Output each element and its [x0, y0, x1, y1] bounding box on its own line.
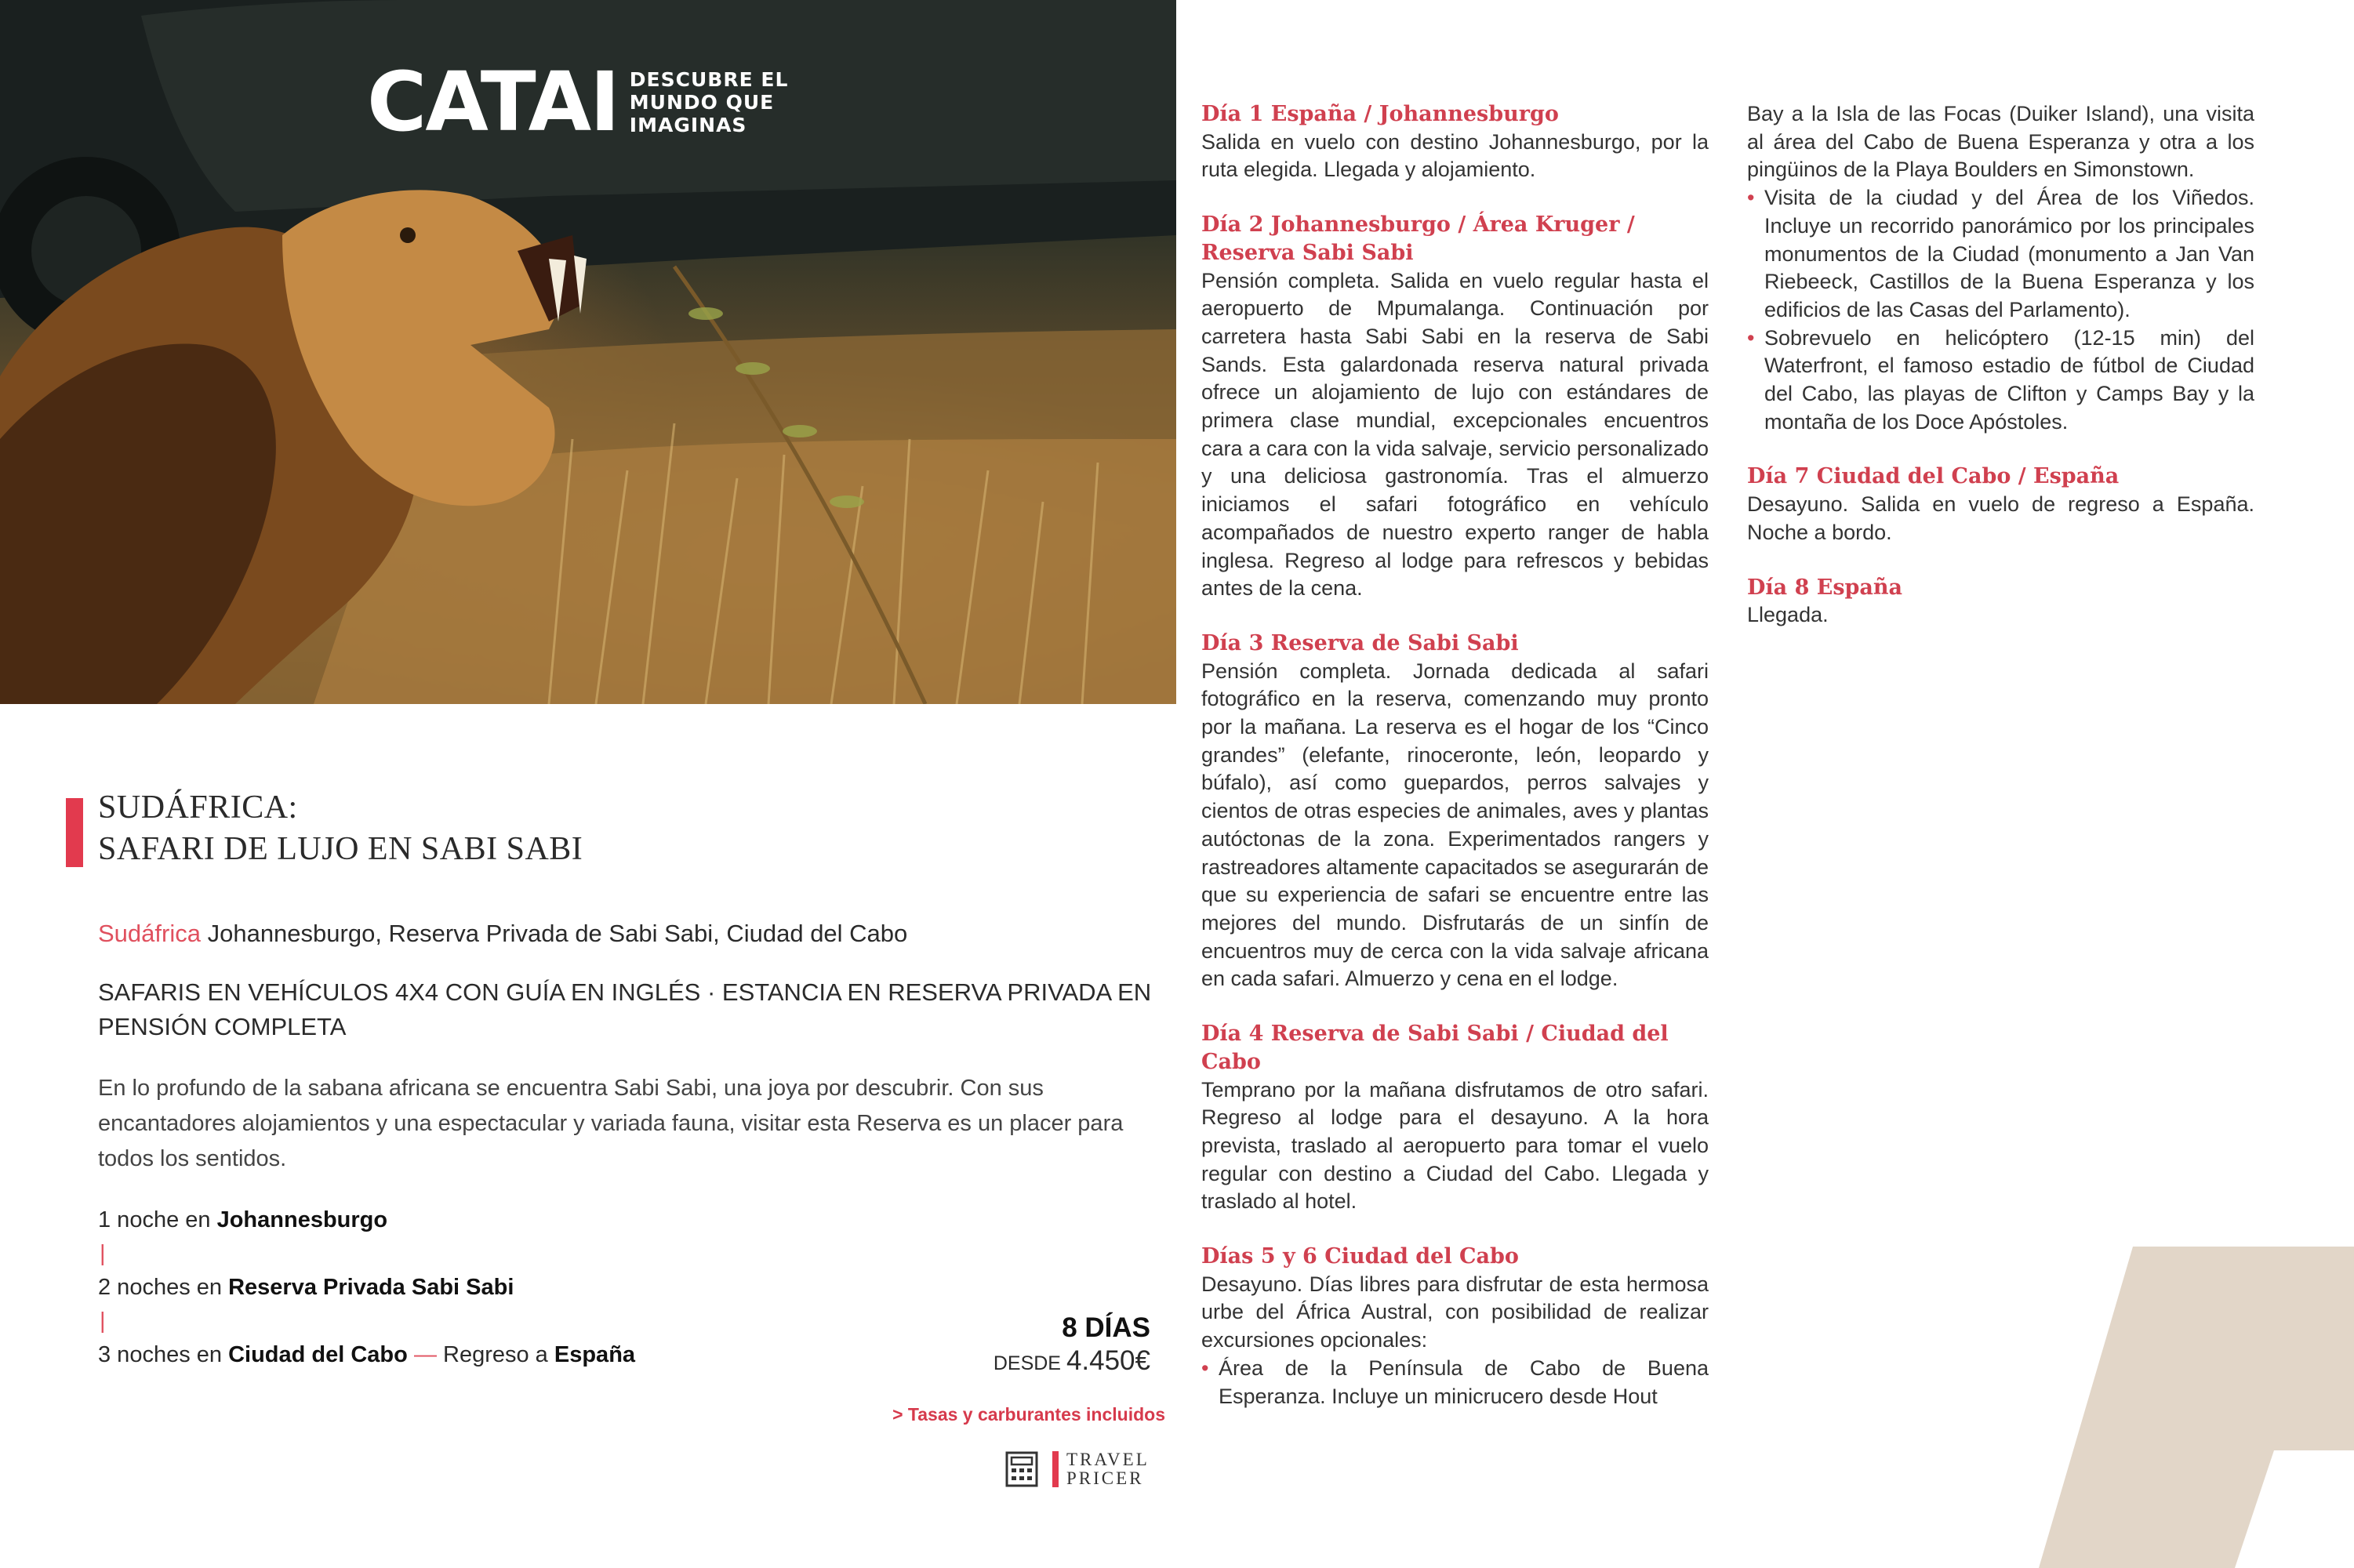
- day-title: Días 5 y 6 Ciudad del Cabo: [1201, 1244, 1519, 1269]
- return-place: España: [554, 1342, 636, 1367]
- itinerary-day-1: [1201, 100, 1709, 184]
- day-text: Temprano por la mañana disfrutamos de otro safari. Regreso al lodge para el desayuno. A la hora prevista, traslado al aeropuerto para tomar el vuelo regular con destino a Ciudad del Cabo. Llegada y traslado al hotel.: [1201, 1077, 1709, 1214]
- day-title: Día 2 Johannesburgo / Área Kruger / Reserva Sabi Sabi: [1201, 212, 1635, 265]
- page-title: [98, 787, 583, 870]
- decorative-shape: [2039, 1247, 2354, 1568]
- itinerary-day-5-6: [1201, 1243, 1709, 1410]
- itinerary-column-1: [1201, 100, 1709, 1437]
- stay-place: Ciudad del Cabo: [228, 1342, 408, 1367]
- day-title: Día 8 España: [1747, 575, 1903, 600]
- itinerary-column-2: [1747, 100, 2254, 656]
- travel-pricer-badge: [1005, 1450, 1150, 1488]
- logo-tagline: [630, 68, 789, 136]
- day-text: Pensión completa. Jornada dedicada al safari fotográfico en la reserva, comenzando muy pronto por la mañana. La reserva es el hogar de los “Cinco grandes” (elefante, rinoceronte, león, leopardo y búfalo), así como guepardos, perros salvajes y cientos de otras especies de animales, aves y plantas autóctonas de la zona. Experimentados rangers y rastreadores altamente capacitados se asegurarán de que su experiencia de safari se encuentre entre las mejores del mundo. Disfrutarás de un sinfín de encuentros muy de cerca con la vida salvaje africana en cada safari. Almuerzo y cena en el lodge.: [1201, 659, 1709, 991]
- calculator-icon: [1005, 1451, 1038, 1487]
- logo-tagline-line: IMAGINAS: [629, 113, 747, 136]
- catai-logo: [367, 54, 789, 150]
- trip-intro: En lo profundo de la sabana africana se encuentra Sabi Sabi, una joya por descubrir. Con sus encantadores alojamientos y una espectacular y variada fauna, visitar esta Reserva es un placer para todos los sentidos.: [98, 1076, 1124, 1171]
- price-box: [994, 1311, 1150, 1379]
- day-text: Llegada.: [1747, 603, 1829, 627]
- excursion-bullet-continued: Bay a la Isla de las Focas (Duiker Island), una visita al área del Cabo de Buena Esperanza y otra a los pingüinos de la Playa Boulders en Simonstown.: [1747, 102, 2254, 182]
- logo-tagline-line: DESCUBRE EL: [629, 67, 789, 91]
- stay-item: [98, 1338, 635, 1372]
- return-prefix: Regreso a: [443, 1342, 548, 1367]
- itinerary-day-2: [1201, 211, 1709, 603]
- price-line: [994, 1345, 1150, 1379]
- stay-place: Johannesburgo: [216, 1207, 388, 1232]
- travel-pricer-bar: [1052, 1451, 1059, 1487]
- stay-item: [98, 1203, 635, 1237]
- logo-tagline-line: MUNDO QUE: [629, 90, 775, 114]
- day-text: Pensión completa. Salida en vuelo regular hasta el aeropuerto de Mpumalanga. Continuación por carretera hasta Sabi Sabi en la reserva de Sabi Sands. Esta galardonada reserva natural privada ofrece un alojamiento de lujo con estándares de primera clase mundial, excepcionales encuentros cara a cara con la vida salvaje, servicio personalizado y una deliciosa gastronomía. Tras el almuerzo iniciamos el safari fotográfico en vehículo acompañados de nuestro experto ranger de habla inglesa. Regreso al lodge para refrescos y bebidas antes de la cena.: [1201, 268, 1709, 601]
- travel-pricer-text: [1066, 1450, 1150, 1488]
- itinerary-day-7: [1747, 463, 2254, 546]
- stay-dash: —: [413, 1342, 437, 1367]
- title-accent-bar: [66, 798, 83, 867]
- excursion-bullet: • Área de la Península de Cabo de Buena Esperanza. Incluye un minicrucero desde Hout: [1201, 1355, 1709, 1410]
- day-title: Día 3 Reserva de Sabi Sabi: [1201, 630, 1519, 655]
- route-places: Johannesburgo, Reserva Privada de Sabi Sabi, Ciudad del Cabo: [207, 920, 908, 947]
- excursion-bullet: • Visita de la ciudad y del Área de los Viñedos. Incluye un recorrido panorámico por los principales monumentos de la Ciudad (monumento a Jan Van Riebeeck, Castillos de la Buena Esperanza y los edificios de las Casas del Parlamento).: [1747, 184, 2254, 325]
- day-text: Desayuno. Días libres para disfrutar de esta hermosa urbe del África Austral, con posibilidad de realizar excursiones opcionales:: [1201, 1272, 1709, 1352]
- trip-highlights: SAFARIS EN VEHÍCULOS 4X4 CON GUÍA EN INGLÉS · ESTANCIA EN RESERVA PRIVADA EN PENSIÓN COMPLETA: [98, 978, 1152, 1040]
- trip-duration: 8 DÍAS: [1062, 1312, 1150, 1343]
- stay-prefix: 1 noche en: [98, 1207, 211, 1232]
- excursion-bullet: • Sobrevuelo en helicóptero (12-15 min) del Waterfront, el famoso estadio de fútbol de Ciudad del Cabo, las playas de Clifton y Camps Bay y la montaña de los Doce Apóstoles.: [1747, 325, 2254, 437]
- price-from-label: DESDE: [993, 1352, 1061, 1374]
- logo-wordmark: CATAI: [367, 54, 619, 150]
- day-title: Día 1 España / Johannesburgo: [1201, 102, 1559, 126]
- travel-pricer-line: TRAVEL: [1066, 1450, 1150, 1469]
- title-line: SUDÁFRICA:: [98, 789, 298, 826]
- itinerary-day-3: [1201, 630, 1709, 993]
- day-title: Día 7 Ciudad del Cabo / España: [1747, 464, 2120, 489]
- day-text: Salida en vuelo con destino Johannesburgo, por la ruta elegida. Llegada y alojamiento.: [1201, 129, 1709, 182]
- day-text: Desayuno. Salida en vuelo de regreso a España. Noche a bordo.: [1747, 492, 2254, 544]
- stay-prefix: 2 noches en: [98, 1275, 223, 1300]
- itinerary-day-4: [1201, 1020, 1709, 1216]
- stay-separator: |: [100, 1241, 106, 1266]
- itinerary-day-8: [1747, 574, 2254, 630]
- stay-item: [98, 1270, 635, 1305]
- stay-place: Reserva Privada Sabi Sabi: [228, 1275, 514, 1300]
- route-line: [98, 920, 907, 948]
- stay-prefix: 3 noches en: [98, 1342, 223, 1367]
- stays-list: [98, 1203, 635, 1372]
- hero-photo: [0, 0, 1176, 704]
- price-amount: 4.450€: [1066, 1345, 1150, 1376]
- day-title: Día 4 Reserva de Sabi Sabi / Ciudad del Cabo: [1201, 1022, 1669, 1074]
- travel-pricer-line: PRICER: [1066, 1468, 1144, 1488]
- route-country: Sudáfrica: [98, 920, 201, 947]
- fees-included-link[interactable]: > Tasas y carburantes incluidos: [892, 1404, 1165, 1425]
- stay-separator: |: [100, 1308, 106, 1334]
- itinerary-day-5-6-continued: [1747, 100, 2254, 436]
- title-line: SAFARI DE LUJO EN SABI SABI: [98, 831, 583, 867]
